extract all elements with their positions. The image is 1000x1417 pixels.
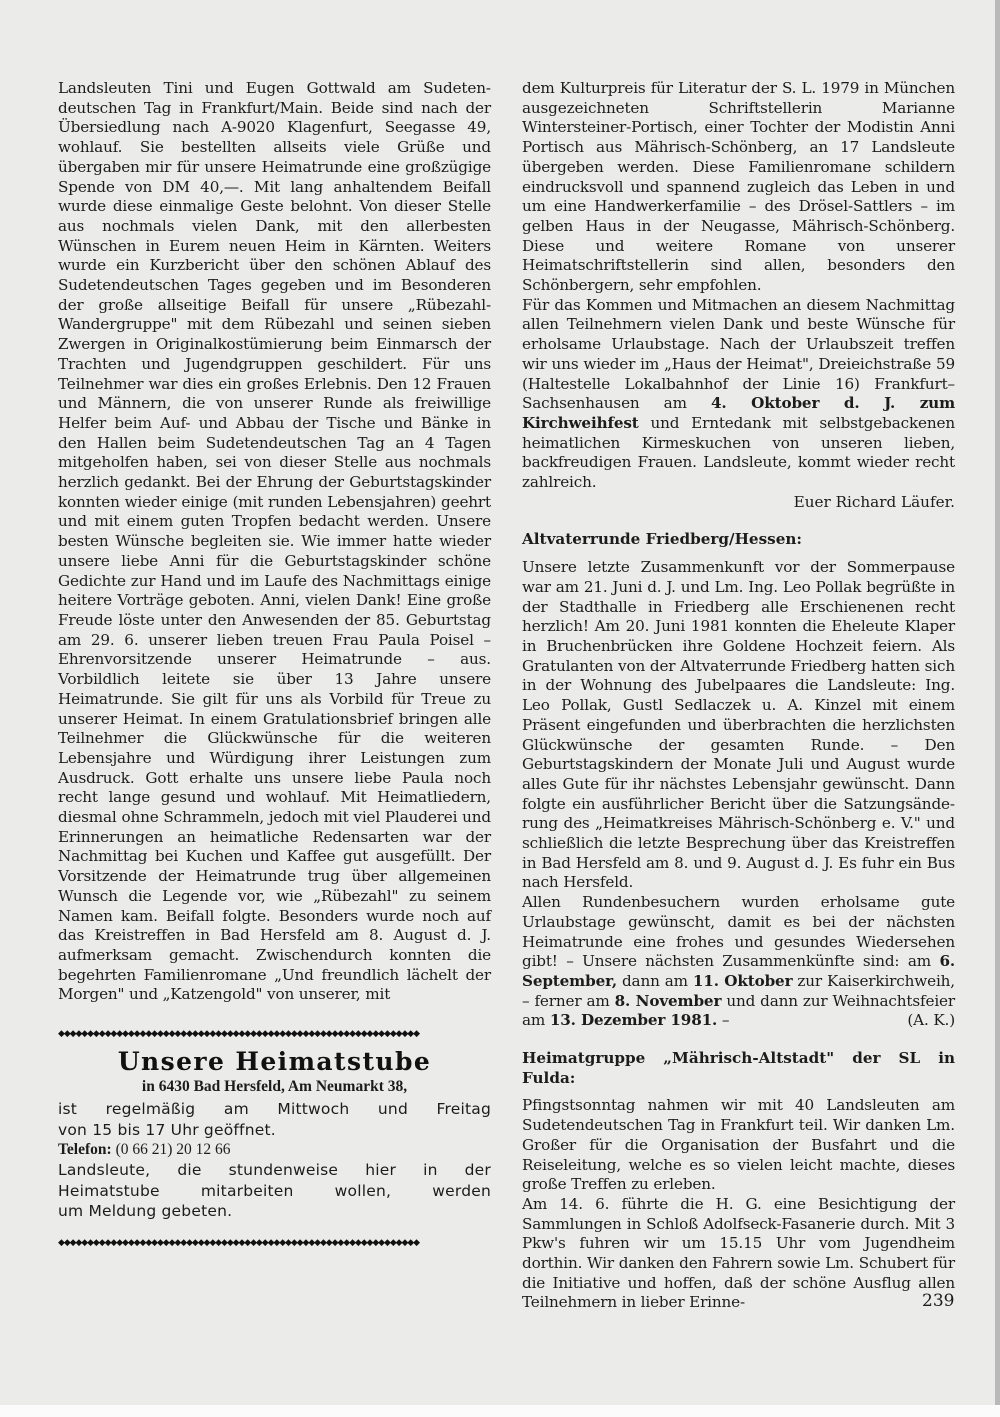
event-date-bold: 11. Oktober (692, 971, 793, 990)
event-date-bold: 4. Oktober d. J. zum Kirchweihfest (522, 394, 955, 432)
diamond-border-top: ◆◆◆◆◆◆◆◆◆◆◆◆◆◆◆◆◆◆◆◆◆◆◆◆◆◆◆◆◆◆◆◆◆◆◆◆◆◆◆◆◆◆◆◆◆◆◆◆◆◆◆◆◆◆◆◆◆◆◆◆◆◆ (58, 1029, 419, 1039)
article-paragraph: Unsere letzte Zusammenkunft vor der Sommerpause war am 21. Juni d. J. und Lm. Ing. Leo Pollak begrüßte in der Stadthalle in Friedberg alle Erschienenen recht herzlich! Am 20. Juni 1981 konnten die Eheleute Klaper in Bruchenbrücken ihre Goldene Hochzeit feiern. Als Gratulanten von der Altvaterrunde Friedberg hatten sich in der Wohnung des Jubelpaares die Landsleute: Ing. Leo Pollak, Gustl Sedlaczek u. A. Kinzel mit einem Präsent eingefunden und überbrachten die herzlichsten Glückwünsche der gesamten Runde. – Den Geburtstagskindern der Monate Juli und August wurde alles Gute für ihr nächstes Lebensjahr gewünscht. Dann folgte ein ausführlicher Bericht über die Satzungsänderung des „Heimatkreises Mährisch-Schönberg e. V." und schließlich die letzte Besprechung über das Kreistreffen in Bad Hersfeld am 8. und 9. August d. J. Es fuhr ein Bus nach Hersfeld. (522, 558, 955, 892)
page-number: 239 (922, 1291, 955, 1311)
text-run: zur Kaiserkirchweih, – ferner am (522, 971, 955, 1010)
text-run: – (717, 1011, 730, 1030)
text-run: Für das Kommen und Mitmachen an diesem Nachmittag allen Teilnehmern vielen Dank und beste Wünsche für erholsame Urlaubstage. Nach der Urlaubszeit treffen wir uns wieder im „Haus der Heimat", Dreieichstraße 59 (Haltestelle Lokalbahnhof der Linie 16) Frankfurt–Sachsenhausen am (522, 295, 955, 413)
article-paragraph: dem Kulturpreis für Literatur der S. L. 1979 in München ausgezeichneten Schriftstellerin Marianne Wintersteiner-Portisch, einer Tochter der Modistin Anni Portisch aus Mährisch-Schönberg, an 17 Landsleute übergeben werden. Diese Familienromane schildern eindrucksvoll und spannend zugleich das Leben in und um eine Handwerkerfamilie – des Drösel-Sattlers – im gelben Haus in der Neugasse, Mährisch-Schönberg. Diese und weitere Romane von unserer Heimatschriftstellerin sind allen, besonders den Schönbergern, sehr empfohlen. (522, 79, 955, 295)
phone-number: (0 66 21) 20 12 66 (115, 1141, 231, 1158)
phone-label: Telefon: (58, 1141, 112, 1158)
event-date-bold: 8. November (614, 991, 722, 1010)
article-paragraph: Landsleuten Tini und Eugen Gottwald am Sudetendeutschen Tag in Frankfurt/Main. Beide sind nach der Übersiedlung nach A-9020 Klagenfurt, Seegasse 49, wohlauf. Sie bestellten allseits viele Grüße und übergaben mir für unsere Heimatrunde eine großzügige Spende von DM 40,—. Mit lang anhaltendem Beifall wurde diese einmalige Geste belohnt. Von dieser Stelle aus nochmals vielen Dank, mit den allerbesten Wünschen in Eurem neuen Heim in Kärnten. Weiters wurde ein Kurzbericht über den schönen Ablauf des Sudetendeutschen Tages gegeben und im Besonderen der große allseitige Beifall für unsere „Rübezahl-Wandergruppe" mit dem Rübezahl und seinen sieben Zwergen in Originalkostümierung beim Einmarsch der Trachten und Jugendgruppen geschildert. Für uns Teilnehmer war dies ein großes Erlebnis. Den 12 Frauen und Männern, die von unserer Runde als freiwillige Helfer beim Auf- und Abbau der Tische und Bänke in den Hallen beim Sudetendeutschen Tag an 4 Tagen mitgeholfen haben, sei von dieser Stelle aus nochmals herzlich gedankt. Bei der Ehrung der Geburtstagskinder konnten wieder einige (mit runden Lebensjahren) geehrt und mit einem guten Tropfen bedacht werden. Unsere besten Wünsche begleiten sie. Wie immer hatte wieder unsere liebe Anni für die Geburtstagskinder schöne Gedichte zur Hand und im Laufe des Nachmittags einige heitere Vorträge geboten. Anni, vielen Dank! Eine große Freude löste unter den Anwesenden der 85. Geburtstag am 29. 6. unserer lieben treuen Frau Paula Poisel – Ehrenvorsitzende unserer Heimatrunde – aus. Vorbildlich leitete sie über 13 Jahre unsere Heimatrunde. Sie gilt für uns als Vorbild für Treue zu unserer Heimat. In einem Gratulationsbrief bringen alle Teilnehmer die Glückwünsche für die weiteren Lebensjahre und Würdigung ihrer Leistungen zum Ausdruck. Gott erhalte uns unsere liebe Paula noch recht lange gesund und wohlauf. Mit Heimatliedern, diesmal ohne Schrammeln, jedoch mit viel Plauderei und Erinnerungen an heimatliche Redensarten war der Nachmittag bei Kuchen und Kaffee gut ausgefüllt. Der Vorsitzende der Heimatrunde trug über allgemeinen Wunsch die Legende vor, wie „Rübezahl" zu seinem Namen kam. Beifall folgte. Besonders wurde noch auf das Kreistreffen in Bad Hersfeld am 8. August d. J. aufmerksam gemacht. Zwischendurch konnten die begehrten Familienromane „Und freundlich lächelt der Morgen" und „Katzengold" von unserer, mit (58, 79, 491, 1004)
notice-volunteer-line: Heimatstube mitarbeiten wollen, werden (58, 1181, 491, 1200)
heimatstube-notice-box (58, 1029, 491, 1248)
section-heading-friedberg: Altvaterrunde Friedberg/Hessen: (522, 530, 803, 549)
section-heading-fulda: Heimatgruppe „Mährisch-Altstadt" der SL in Fulda: (522, 1049, 955, 1087)
notice-title: Unsere Heimatstube (117, 1047, 432, 1076)
event-date-bold: 13. Dezember 1981. (549, 1011, 718, 1030)
scan-page-edge (995, 0, 1000, 1405)
text-run: und Erntedank mit selbstgebackenen heimatlichen Kirmeskuchen von unseren lieben, backfreudigen Frauen. Landsleute, kommt wieder recht zahlreich. (522, 413, 955, 492)
signature: Euer Richard Läufer. (793, 492, 955, 511)
notice-hours-line: von 15 bis 17 Uhr geöffnet. (58, 1120, 276, 1139)
event-date-bold: 6. September, (522, 952, 955, 990)
notice-address: in 6430 Bad Hersfeld, Am Neumarkt 38, (141, 1078, 408, 1095)
text-run: dann am (616, 971, 693, 990)
notice-phone (58, 1140, 491, 1160)
article-paragraph (522, 296, 955, 493)
notice-volunteer-line: um Meldung gebeten. (58, 1202, 233, 1220)
notice-hours-line: ist regelmäßig am Mittwoch und Freitag (58, 1100, 491, 1118)
text-run: Allen Rundenbesuchern wurden erholsame gute Urlaubstage gewünscht, damit es bei der nächsten Heimatrunde eine frohes und gesundes Wiedersehen gibt! – Unsere nächsten Zusammenkünfte sind: am (522, 893, 955, 971)
text-run: und dann zur Weihnachtsfeier am (522, 991, 955, 1030)
scan-bottom-margin (0, 1405, 1000, 1417)
notice-volunteer-line: Landsleute, die stundenweise hier in der (58, 1161, 491, 1179)
author-initials: (A. K.) (907, 1011, 955, 1030)
right-column (522, 79, 955, 1313)
left-column (58, 79, 491, 1005)
article-paragraph: Pfingstsonntag nahmen wir mit 40 Landsleuten am Sudetendeutschen Tag in Frankfurt teil. Wir danken Lm. Großer für die Organisation der Busfahrt und die Reiseleitung, welche es so vielen leicht machte, dieses große Treffen zu erleben. (522, 1096, 955, 1194)
article-paragraph: Am 14. 6. führte die H. G. eine Besichtigung der Sammlungen in Schloß Adolfseck-Fasanerie durch. Mit 3 Pkw's fuhren wir um 15.15 Uhr vom Jugendheim dorthin. Wir danken den Fahrern sowie Lm. Schubert für die Initiative und hoffen, daß der schöne Ausflug allen Teilnehmern in lieber Erinne- (522, 1194, 955, 1312)
article-paragraph (522, 893, 955, 1031)
diamond-border-bottom: ◆◆◆◆◆◆◆◆◆◆◆◆◆◆◆◆◆◆◆◆◆◆◆◆◆◆◆◆◆◆◆◆◆◆◆◆◆◆◆◆◆◆◆◆◆◆◆◆◆◆◆◆◆◆◆◆◆◆◆◆◆◆ (58, 1237, 419, 1248)
